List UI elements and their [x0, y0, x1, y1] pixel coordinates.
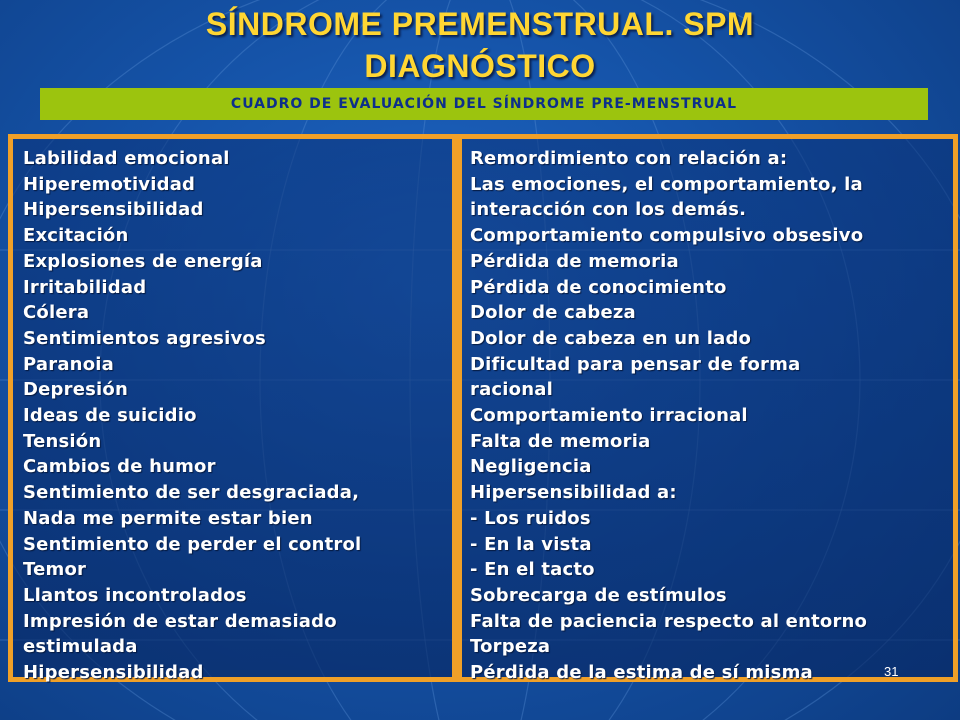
right-symptom-panel — [457, 134, 958, 682]
left-symptom-panel — [8, 134, 457, 682]
symptom-item: Remordimiento con relación a: — [470, 148, 788, 169]
symptom-item: Negligencia — [470, 456, 592, 478]
symptom-item: Excitación — [23, 225, 129, 247]
symptom-item: Falta de memoria — [470, 430, 651, 452]
page-number: 31 — [884, 664, 899, 679]
symptom-item: Dolor de cabeza — [470, 302, 636, 324]
symptom-item: Pérdida de conocimiento — [470, 276, 727, 298]
symptom-item: Sobrecarga de estímulos — [470, 584, 727, 606]
symptom-item: Dolor de cabeza en un lado — [470, 327, 752, 349]
symptom-item: Explosiones de energía — [23, 250, 263, 272]
symptom-item: Labilidad emocional — [23, 148, 230, 169]
symptom-item: Nada me permite estar bien — [23, 507, 313, 529]
symptom-item: Pérdida de memoria — [470, 250, 679, 272]
symptom-item: Irritabilidad — [23, 276, 147, 298]
slide-subtitle: DIAGNÓSTICO — [364, 48, 596, 84]
symptom-item: Hiperemotividad — [23, 173, 196, 195]
symptom-item: - En la vista — [470, 533, 592, 555]
symptom-item: Pérdida de la estima de sí misma — [470, 662, 813, 684]
symptom-item: Dificultad para pensar de forma — [470, 353, 801, 375]
slide-title: SÍNDROME PREMENSTRUAL. SPM — [205, 6, 755, 42]
symptom-item: Temor — [23, 559, 87, 581]
symptom-item: - En el tacto — [470, 559, 595, 581]
symptom-item: Las emociones, el comportamiento, la — [470, 173, 863, 195]
symptom-item: Hipersensibilidad — [23, 199, 204, 221]
left-symptom-list — [13, 139, 452, 686]
symptom-item: estimulada — [23, 636, 138, 658]
symptom-item: Impresión de estar demasiado — [23, 610, 337, 632]
symptom-item: Sentimientos agresivos — [23, 327, 266, 349]
symptom-item: interacción con los demás. — [470, 199, 747, 221]
symptom-item: Torpeza — [470, 636, 551, 658]
symptom-item: Depresión — [23, 379, 128, 401]
symptom-item: racional — [470, 379, 553, 401]
symptom-item: Comportamiento irracional — [470, 405, 748, 427]
symptom-item: Falta de paciencia respecto al entorno — [470, 610, 868, 632]
symptom-item: Tensión — [23, 430, 102, 452]
symptom-item: Ideas de suicidio — [23, 405, 197, 427]
evaluation-banner: CUADRO DE EVALUACIÓN DEL SÍNDROME PRE-MENSTRUAL — [40, 88, 928, 120]
symptom-item: Hipersensibilidad — [23, 662, 204, 684]
symptom-item: Cambios de humor — [23, 456, 216, 478]
symptom-item: Hipersensibilidad a: — [470, 482, 677, 504]
right-symptom-list — [462, 139, 953, 686]
symptom-item: Llantos incontrolados — [23, 584, 247, 606]
symptom-item: Comportamiento compulsivo obsesivo — [470, 225, 864, 247]
symptom-item: Sentimiento de ser desgraciada, — [23, 482, 360, 504]
symptom-item: Cólera — [23, 302, 90, 324]
symptom-item: Paranoia — [23, 353, 114, 375]
symptom-item: - Los ruidos — [470, 507, 591, 529]
symptom-item: Sentimiento de perder el control — [23, 533, 362, 555]
